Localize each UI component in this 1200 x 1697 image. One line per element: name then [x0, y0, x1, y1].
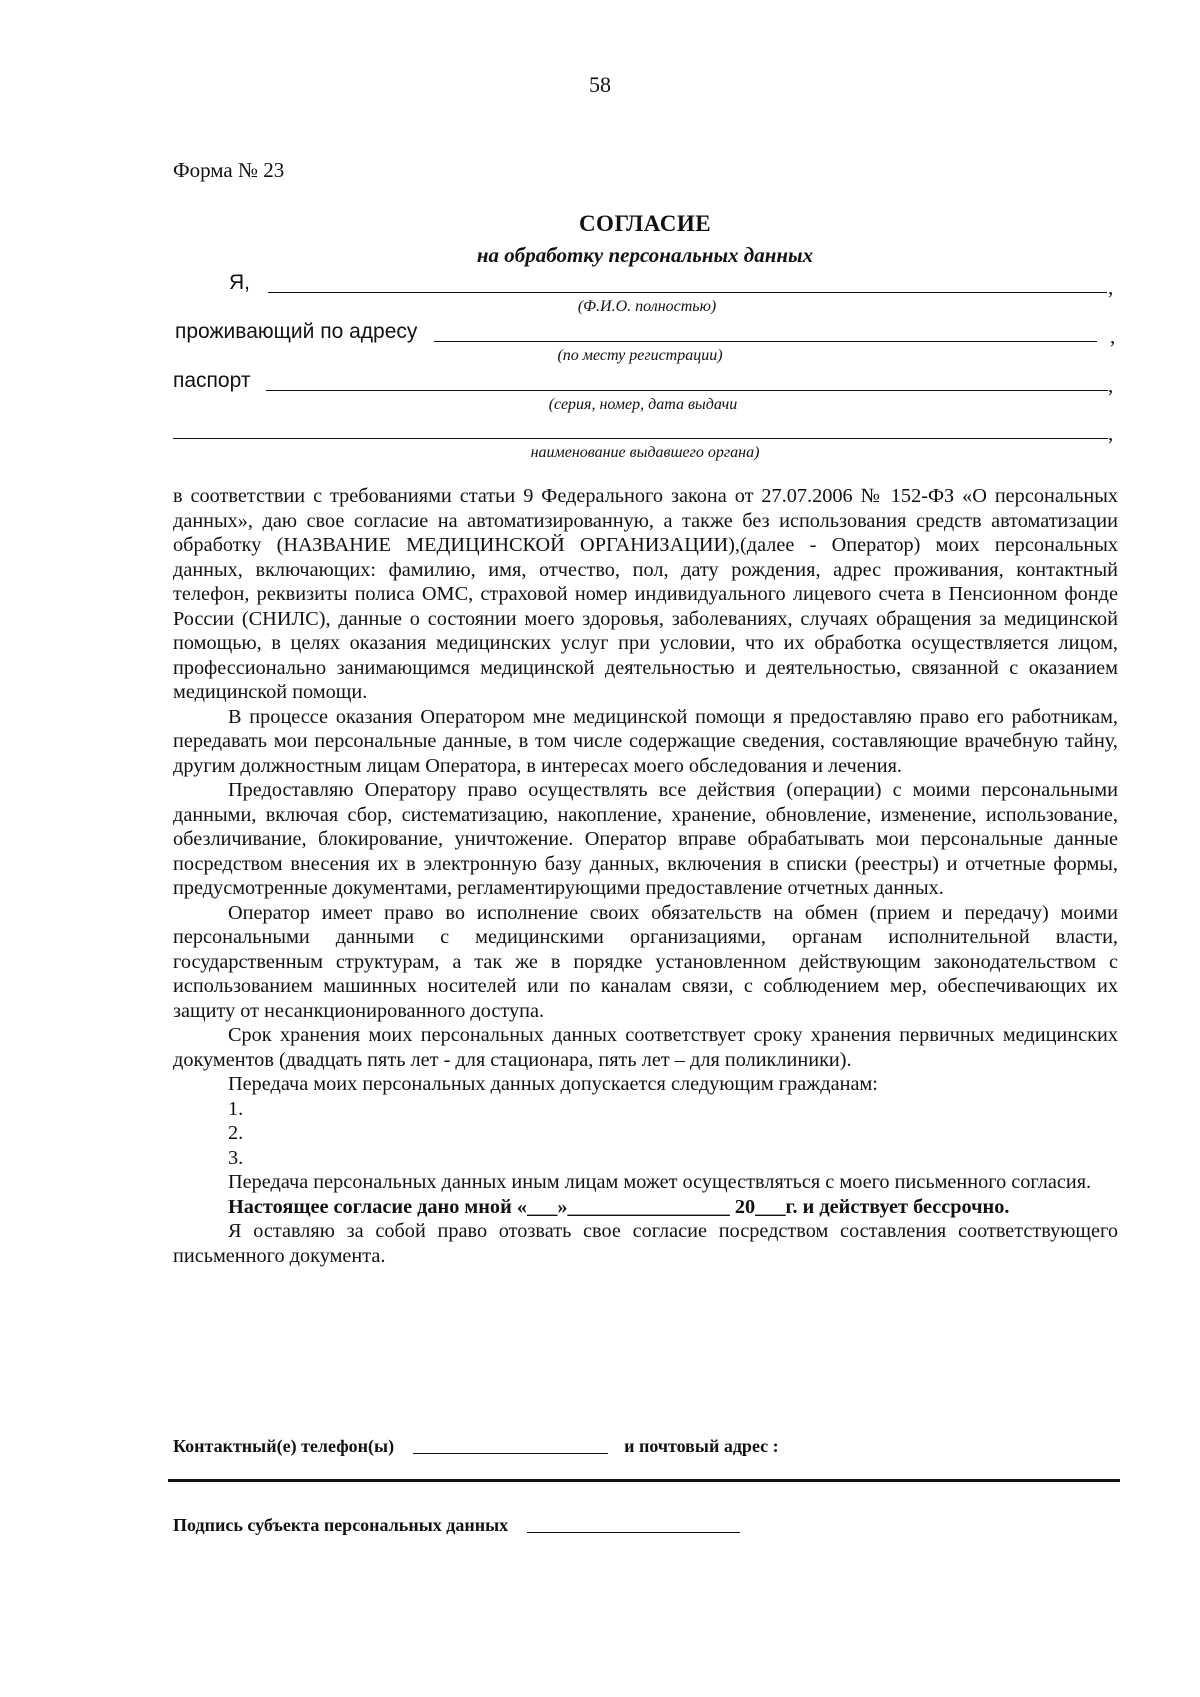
passport-field-line[interactable] — [266, 390, 1108, 391]
paragraph-exchange: Оператор имеет право во исполнение своих обязательств на обмен (прием и передачу) моими персональными данными с медицинскими организациями, органам исполнительной власти, государственным структурам, а так же в порядке установленном действующим законодательством с использованием машинных носителей или по каналам связи, с соблюдением мер, обеспечивающих их защиту от несанкционированного доступа. — [173, 901, 1118, 1022]
issuer-comma: , — [1108, 421, 1114, 445]
contact-row — [173, 1436, 1133, 1457]
paragraph-legal-basis: в соответствии с требованиями статьи 9 Федерального закона от 27.07.2006 № 152-ФЗ «О персональных данных», даю свое согласие на автоматизированную, а также без использования средств автоматизации обработку (НАЗВАНИЕ МЕДИЦИНСКОЙ ОРГАНИЗАЦИИ),(далее - Оператор) моих персональных данных, включающих: фамилию, имя, отчество, пол, дату рождения, адрес проживания, контактный телефон, реквизиты полиса ОМС, страховой номер индивидуального лицевого счета в Пенсионном фонде России (СНИЛС), данные о состоянии моего здоровья, заболеваниях, случаях обращения за медицинской помощью, в целях оказания медицинских услуг при условии, что их обработка осуществляется лицом, профессионально занимающимся медицинской деятельностью и деятельностью, связанной с оказанием медицинской помощи. — [173, 485, 1118, 703]
phone-field-line[interactable] — [413, 1453, 608, 1454]
form-number: Форма № 23 — [173, 158, 285, 182]
consent-body — [173, 484, 1118, 1268]
paragraph-other-persons: Передача персональных данных иным лицам может осуществляться с моего письменного согласия. — [228, 1171, 1092, 1193]
passport-comma: , — [1108, 373, 1114, 397]
signature-row — [173, 1515, 740, 1536]
address-label: проживающий по адресу — [175, 320, 418, 343]
paragraph-operations: Предоставляю Оператору право осуществлять все действия (операции) с моими персональными данными, включая сбор, систематизацию, накопление, хранение, обновление, изменение, использование, обезличивание, блокирование, уничтожение. Оператор вправе обрабатывать мои персональные данные посредством внесения их в электронную базу данных, включения в списки (реестры) и отчетные формы, предусмотренные документами, регламентирующими предоставление отчетных данных. — [173, 779, 1118, 899]
issuer-field-line[interactable] — [173, 438, 1108, 439]
passport-label: паспорт — [173, 369, 251, 392]
page-number: 58 — [589, 72, 611, 97]
address-hint: (по месту регистрации) — [557, 347, 723, 364]
address-comma: , — [1110, 324, 1116, 348]
name-field-line[interactable] — [268, 292, 1107, 293]
signature-field-line[interactable] — [527, 1532, 740, 1533]
citizen-item-1: 1. — [228, 1097, 244, 1120]
name-label: Я, — [229, 271, 250, 294]
consent-date-line: Настоящее согласие дано мной «___»________________ 20___г. и действует бессрочно. — [228, 1195, 1010, 1218]
postal-address-line[interactable] — [168, 1479, 1120, 1482]
document-title: СОГЛАСИЕ — [578, 211, 712, 236]
document-subtitle: на обработку персональных данных — [476, 243, 814, 267]
paragraph-workers: В процессе оказания Оператором мне медицинской помощи я предоставляю право его работникам, передавать мои персональные данные, в том числе содержащие сведения, составляющие врачебную тайну, другим должностным лицам Оператора, в интересах моего обследования и лечения. — [173, 705, 1118, 777]
paragraph-storage-term: Срок хранения моих персональных данных соответствует сроку хранения первичных медицинских документов (двадцать пять лет - для стационара, пять лет – для поликлиники). — [173, 1024, 1118, 1071]
address-field-line[interactable] — [434, 341, 1097, 342]
postal-label: и почтовый адрес : — [624, 1436, 779, 1456]
paragraph-revoke: Я оставляю за собой право отозвать свое согласие посредством составления соответствующего письменного документа. — [173, 1220, 1118, 1267]
citizen-item-3: 3. — [228, 1146, 244, 1169]
signature-label: Подпись субъекта персональных данных — [173, 1515, 509, 1535]
name-hint: (Ф.И.О. полностью) — [577, 298, 717, 315]
name-comma: , — [1108, 275, 1114, 299]
phone-label: Контактный(е) телефон(ы) — [173, 1436, 395, 1456]
paragraph-transfer-citizens: Передача моих персональных данных допускается следующим гражданам: — [228, 1073, 878, 1095]
issuer-hint: наименование выдавшего органа) — [530, 444, 760, 461]
passport-hint: (серия, номер, дата выдачи — [548, 396, 738, 413]
citizen-item-2: 2. — [228, 1122, 244, 1144]
